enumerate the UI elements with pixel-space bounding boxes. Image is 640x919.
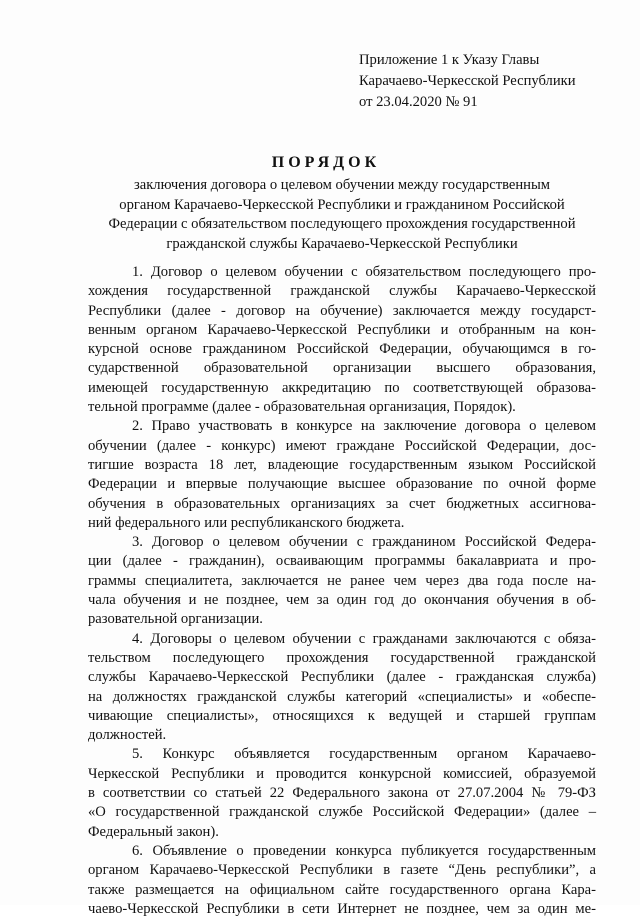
paragraph-4 <box>88 630 596 746</box>
appendix-line-1: Приложение 1 к Указу Главы <box>359 52 540 68</box>
text-line: Федерации и впервые получающие высшее образование по очной форме <box>88 476 596 493</box>
appendix-line-2: Карачаево-Черкесской Республики <box>359 73 576 89</box>
text-line: должностей. <box>88 727 167 744</box>
paragraph-3 <box>88 533 596 629</box>
subtitle-line: органом Карачаево-Черкесской Республики и гражданином Российской <box>119 196 565 213</box>
text-line: ний федерального или республиканского бюджета. <box>88 514 405 531</box>
text-line: в соответствии со статьей 22 Федерального закона от 27.07.2004 № 79-ФЗ <box>88 785 596 802</box>
text-line: граммы специалитета, заключается не ранее чем через два года после на- <box>88 572 596 589</box>
text-line: тельной программе (далее - образовательная организация, Порядок). <box>88 399 516 416</box>
text-line: 2. Право участвовать в конкурсе на заключение договора о целевом <box>132 418 596 435</box>
text-line: чаево-Черкесской Республики в сети Интернет не позднее, чем за один ме- <box>88 900 596 917</box>
text-line: хождения государственной гражданской службы Карачаево-Черкесской <box>88 283 596 300</box>
subtitle-line: Федерации с обязательством последующего прохождения государственной <box>108 216 576 232</box>
text-line: Черкесской Республики и проводится конкурсной комиссией, образуемой <box>88 765 596 782</box>
subtitle-line: гражданской службы Карачаево-Черкесской Республики <box>166 235 518 252</box>
text-line: ции (далее - гражданин), осваивающим программы бакалавриата и про- <box>88 553 596 570</box>
text-line: чала обучения и не позднее, чем за один год до окончания обучения в об- <box>88 592 596 609</box>
text-line: Федеральный закон). <box>88 823 219 840</box>
text-line: тигшие возраста 18 лет, владеющие государственным языком Российской <box>88 456 596 473</box>
text-line: венным органом Карачаево-Черкесской Республики и отобранным на кон- <box>88 321 596 338</box>
text-line: «О государственной гражданской службе Российской Федерации» (далее – <box>88 804 596 821</box>
text-line: обучения в образовательных организациях за счет бюджетных ассигнова- <box>88 495 596 512</box>
text-line: сударственной образовательной организации высшего образования, <box>88 360 596 377</box>
text-line: чивающие специалисты», относящихся к ведущей и старшей группам <box>88 707 596 724</box>
text-line: курсной основе гражданином Российской Федерации, обучающимся в го- <box>88 341 596 358</box>
paragraph-5 <box>88 745 596 841</box>
text-line: на должностях гражданской службы категорий «специалисты» и «обеспе- <box>88 688 596 705</box>
text-line: 4. Договоры о целевом обучении с гражданами заключаются с обяза- <box>132 630 596 647</box>
document-body <box>88 263 596 919</box>
text-line: обучении (далее - конкурс) имеют граждане Российской Федерации, дос- <box>88 437 596 454</box>
paragraph-2 <box>88 417 596 533</box>
text-line: тельством последующего прохождения государственной гражданской <box>88 649 596 666</box>
document-title: ПОРЯДОК <box>271 154 381 171</box>
text-line: 1. Договор о целевом обучении с обязательством последующего про- <box>132 264 596 280</box>
text-line: 3. Договор о целевом обучении с гражданином Российской Федера- <box>132 534 596 551</box>
text-line: также размещается на официальном сайте государственного органа Кара- <box>88 881 596 898</box>
text-line: 6. Объявление о проведении конкурса публикуется государственным <box>132 842 596 859</box>
text-line: службы Карачаево-Черкесской Республики (далее - гражданская служба) <box>88 669 596 686</box>
paragraph-1 <box>88 263 596 417</box>
text-line: органом Карачаево-Черкесской Республики в газете “День республики”, а <box>88 862 596 879</box>
appendix-header <box>359 50 619 113</box>
document-subtitle <box>84 176 600 254</box>
text-line: Республики (далее - договор на обучение) заключается между государст- <box>88 302 596 319</box>
text-line: 5. Конкурс объявляется государственным органом Карачаево- <box>132 746 596 763</box>
subtitle-line: заключения договора о целевом обучении между государственным <box>133 177 551 193</box>
text-line: разовательной организации. <box>88 611 263 628</box>
appendix-line-3: от 23.04.2020 № 91 <box>359 94 478 110</box>
text-line: имеющей государственную аккредитацию по соответствующей образова- <box>88 379 596 396</box>
paragraph-6 <box>88 842 596 919</box>
